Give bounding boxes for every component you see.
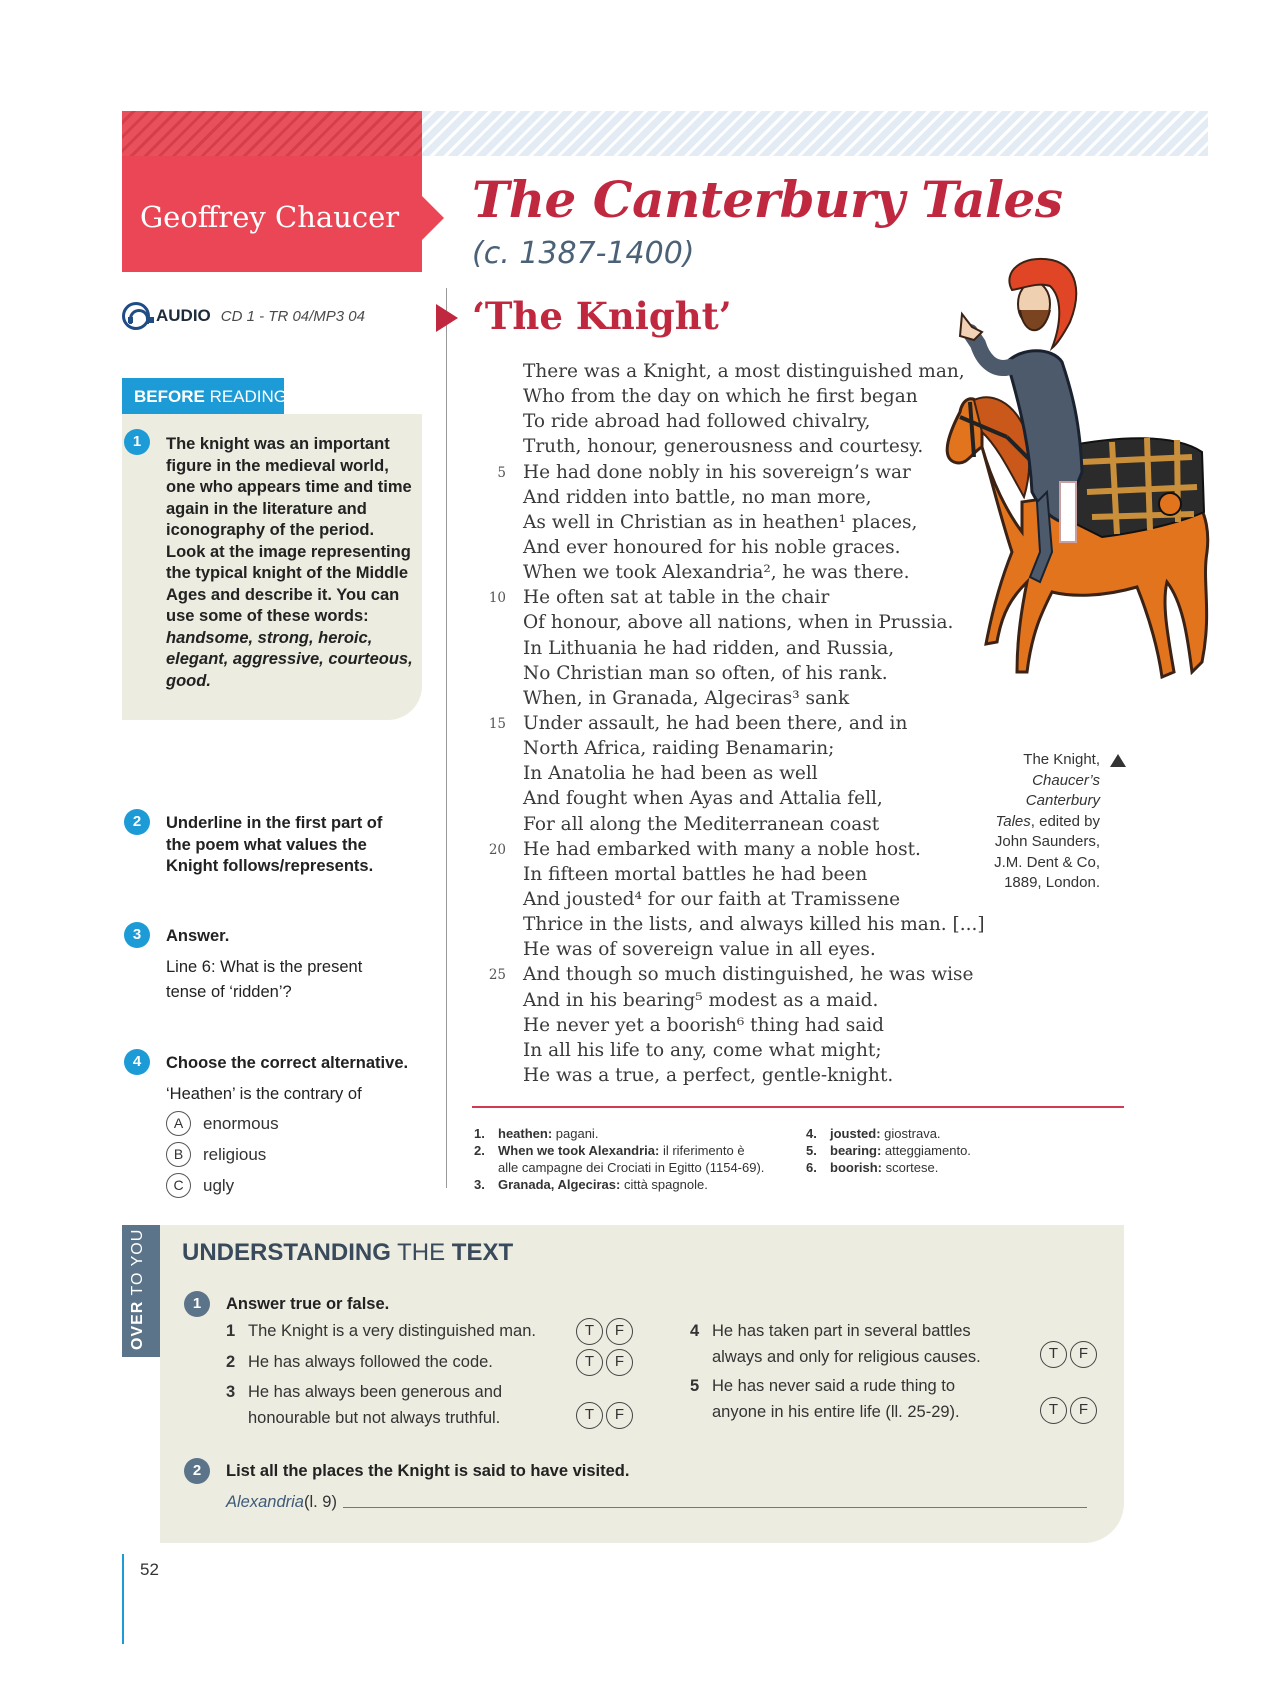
banner-stripe-blue	[422, 111, 1208, 156]
audio-label: AUDIO	[156, 306, 211, 325]
poem-line-text: As well in Christian as in heathen¹ places,	[523, 511, 918, 533]
option-b[interactable]: B religious	[166, 1142, 266, 1167]
vocab-words: handsome, strong, heroic, elegant, aggressive, courteous, good.	[166, 628, 413, 690]
tf-choice-5[interactable]: T F	[1040, 1397, 1097, 1424]
poem-line-text: Of honour, above all nations, when in Prussia.	[523, 612, 954, 634]
answer-line[interactable]	[343, 1507, 1087, 1508]
poem-line-text: He had done nobly in his sovereign’s war	[523, 461, 911, 483]
poem-line	[482, 485, 962, 510]
poem-line-text: And jousted⁴ for our faith at Tramissene	[523, 888, 901, 910]
question-3-text: Line 6: What is the present tense of ‘ridden’?	[166, 958, 363, 1001]
column-divider	[446, 288, 447, 1188]
author-name: Geoffrey Chaucer	[140, 200, 400, 234]
option-a[interactable]: A enormous	[166, 1111, 279, 1136]
poem-line	[482, 962, 974, 987]
option-c[interactable]: C ugly	[166, 1173, 234, 1198]
answer-line-row[interactable]: Alexandria (l. 9)	[226, 1493, 1087, 1512]
over-to-you-label: OVER TO YOU	[129, 1228, 146, 1350]
tf-choice-2[interactable]: T F	[576, 1349, 633, 1376]
poem-line	[482, 460, 962, 485]
poem-line	[482, 434, 962, 459]
poem-line	[482, 560, 962, 585]
knight-illustration	[912, 252, 1212, 742]
poem-line	[482, 1063, 962, 1088]
section-arrow-icon	[436, 304, 458, 332]
poem-line-text: Truth, honour, generousness and courtesy.	[523, 436, 924, 458]
poem-line-text: In all his life to any, come what might;	[523, 1039, 882, 1061]
tf-item-3: 3 He has always been generous and honourable but not always truthful.	[226, 1383, 503, 1427]
poem-title: ‘The Knight’	[472, 294, 732, 338]
question-number: 2	[184, 1458, 210, 1484]
tf-item-4: 4 He has taken part in several battles always and only for religious causes.	[690, 1322, 981, 1366]
poem-line-text: And ridden into battle, no man more,	[523, 486, 872, 508]
line-number: 20	[488, 841, 506, 858]
caption-triangle-icon	[1110, 754, 1126, 767]
poem-line-text: When, in Granada, Algeciras³ sank	[523, 687, 850, 709]
image-caption: The Knight, Chaucer’s Canterbury Tales, edited by John Saunders, J.M. Dent & Co, 1889, London.	[994, 751, 1100, 891]
poem-line-text: And ever honoured for his noble graces.	[523, 536, 901, 558]
page-title: The Canterbury Tales	[472, 170, 1063, 229]
poem-line	[482, 384, 962, 409]
list-question-title: List all the places the Knight is said to have visited.	[226, 1462, 630, 1480]
page-date: (c. 1387-1400)	[472, 236, 695, 271]
poem-line	[482, 761, 962, 786]
poem-line	[482, 686, 962, 711]
poem-line	[482, 535, 962, 560]
poem-line-text: He had embarked with many a noble host.	[523, 838, 921, 860]
poem-line	[482, 786, 962, 811]
audio-track: CD 1 - TR 04/MP3 04	[220, 307, 365, 325]
tf-item-2: 2 He has always followed the code.	[226, 1353, 493, 1371]
poem-line-text: In Lithuania he had ridden, and Russia,	[523, 637, 895, 659]
poem-line	[482, 912, 985, 937]
poem-line	[482, 409, 962, 434]
line-number: 10	[488, 590, 506, 607]
headphones-icon[interactable]	[122, 302, 150, 330]
poem-line-text: Under assault, he had been there, and in	[523, 712, 908, 734]
question-number: 3	[124, 922, 150, 948]
footnote-rule	[472, 1106, 1124, 1108]
poem-line	[482, 711, 962, 736]
poem-line	[482, 937, 962, 962]
poem-line	[482, 736, 962, 761]
line-number: 25	[488, 967, 506, 984]
poem-line-text: He never yet a boorish⁶ thing had said	[523, 1014, 885, 1036]
audio-row[interactable]	[122, 302, 365, 330]
poem-line-text: He was of sovereign value in all eyes.	[523, 939, 876, 961]
poem-line	[482, 636, 962, 661]
tf-choice-1[interactable]: T F	[576, 1318, 633, 1345]
understanding-title: UNDERSTANDING THE TEXT	[182, 1239, 514, 1266]
question-3-title: Answer.	[166, 927, 230, 945]
poem-line	[482, 661, 962, 686]
author-arrow	[422, 196, 444, 240]
question-4-title: Choose the correct alternative.	[166, 1054, 409, 1072]
line-number: 15	[488, 715, 506, 732]
tf-choice-4[interactable]: T F	[1040, 1341, 1097, 1368]
poem-line	[482, 988, 962, 1013]
poem-line-text: He often sat at table in the chair	[523, 587, 830, 609]
before-reading-tab: BEFORE READING	[122, 378, 284, 414]
poem-text	[482, 359, 985, 1088]
poem-line-text: No Christian man so often, of his rank.	[523, 662, 888, 684]
poem-line-text: North Africa, raiding Benamarin;	[523, 738, 835, 760]
question-number: 2	[124, 809, 150, 835]
poem-line-text: And fought when Ayas and Attalia fell,	[523, 788, 883, 810]
poem-line-text: He was a true, a perfect, gentle-knight.	[523, 1064, 894, 1086]
poem-line-text: In fifteen mortal battles he had been	[523, 863, 868, 885]
footnotes-left: 1. heathen: pagani. 2. When we took Alexandria: il riferimento è alle campagne dei Crociati in Egitto (1154-69). 3. Granada, Algeciras: città spagnole.	[474, 1126, 765, 1192]
question-number: 1	[124, 429, 150, 455]
tf-choice-3[interactable]: T F	[576, 1402, 633, 1429]
poem-line-text: In Anatolia he had been as well	[523, 763, 818, 785]
poem-line-text: There was a Knight, a most distinguished man,	[523, 361, 965, 382]
footnotes-right: 4. jousted: giostrava. 5. bearing: atteggiamento. 6. boorish: scortese.	[806, 1126, 971, 1175]
poem-line	[482, 585, 962, 610]
poem-line	[482, 359, 965, 384]
question-1-text: The knight was an important figure in the medieval world, one who appears time and time again in the literature and iconography of the period. Look at the image representing the typical knight of the Middle Ages and describe it. You can use some of these words: handsome, strong, heroic, elegant, aggressive, courteous, good.	[166, 435, 413, 690]
page-number: 52	[140, 1560, 159, 1579]
poem-line	[482, 812, 962, 837]
tf-question-title: Answer true or false.	[226, 1295, 390, 1313]
poem-line-text: Thrice in the lists, and always killed his man. [...]	[523, 914, 985, 936]
poem-line	[482, 1038, 962, 1063]
line-number: 5	[497, 464, 506, 481]
banner-stripe-red	[122, 111, 422, 156]
question-2-text: Underline in the first part of the poem what values the Knight follows/represents.	[166, 814, 383, 875]
page-bar	[122, 1554, 124, 1644]
question-4-prompt: ‘Heathen’ is the contrary of	[166, 1085, 362, 1103]
poem-line-text: When we took Alexandria², he was there.	[523, 562, 910, 584]
question-number: 1	[184, 1291, 210, 1317]
poem-line-text: And in his bearing⁵ modest as a maid.	[523, 989, 879, 1011]
poem-line	[482, 610, 962, 635]
poem-line	[482, 1013, 962, 1038]
poem-line	[482, 837, 962, 862]
poem-line-text: To ride abroad had followed chivalry,	[523, 411, 871, 433]
poem-line	[482, 510, 962, 535]
poem-line-text: For all along the Mediterranean coast	[523, 813, 880, 835]
tf-item-1: 1 The Knight is a very distinguished man.	[226, 1322, 536, 1340]
poem-line	[482, 887, 962, 912]
poem-line	[482, 862, 962, 887]
question-number: 4	[124, 1049, 150, 1075]
poem-line-text: Who from the day on which he first began	[523, 386, 918, 408]
tf-item-5: 5 He has never said a rude thing to anyone in his entire life (ll. 25-29).	[690, 1377, 960, 1421]
poem-line-text: And though so much distinguished, he was wise	[523, 964, 974, 986]
